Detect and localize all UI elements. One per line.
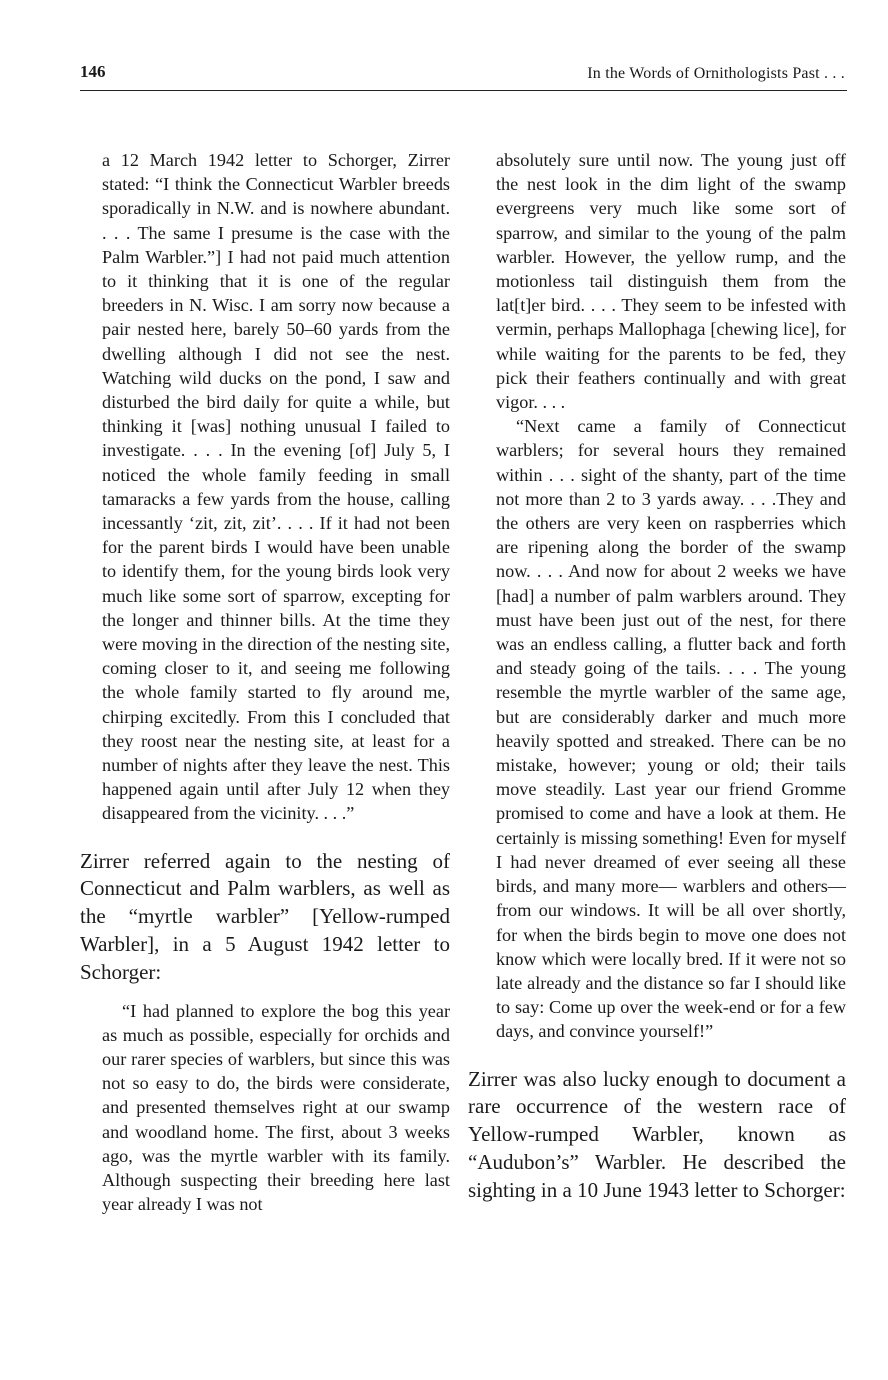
block-quote: “Next came a family of Connecticut warblers; for several hours they remained within . . . sight of the shanty, part of the time not more than 2 to 3 yards away. . . .They and the others are very keen on raspberries which are ripening along the border of the swamp now. . . . And now for about 2 weeks we have [had] a number of palm warblers around. They must have been just out of the nest, for there was an endless calling, a flutter back and forth and steady going of the tails. . . . The young resemble the myrtle warbler of the same age, but are considerably darker and much more heavily spotted and streaked. There can be no mistake, however; young or old; their tails move steadily. Last year our friend Gromme promised to come and have a look at them. He certainly is missing something! Even for myself I had never dreamed of ever seeing all these birds, and many more— warblers and others— from our windows. It will be all over shortly, for when the birds begin to move one does not know which were locally bred. If it were not so late already and the distance so far I should like to say: Come up over the week-end or for a few days, and convince yourself!”	[496, 416, 846, 1042]
page-number: 146	[80, 62, 106, 81]
left-column	[80, 148, 450, 1217]
running-head: In the Words of Ornithologists Past . . .	[587, 65, 845, 82]
body-paragraph: Zirrer was also lucky enough to document a rare occurrence of the western race of Yellow-rumped Warbler, known as “Audubon’s” Warbler. He described the sighting in a 10 June 1943 letter to Schorger:	[468, 1066, 846, 1202]
right-column	[468, 148, 846, 1205]
block-quote-continued: a 12 March 1942 letter to Schorger, Zirrer stated: “I think the Connecticut Warbler breeds sporadically in N.W. and is nowhere abundant. . . . The same I presume is the case with the Palm Warbler.”] I had not paid much attention to it thinking that it is one of the regular breeders in N. Wisc. I am sorry now because a pair nested here, barely 50–60 yards from the dwelling although I did not see the nest. Watching wild ducks on the pond, I saw and disturbed the bird daily for quite a while, but thinking it [was] nothing unusual I failed to investigate. . . . In the evening [of] July 5, I noticed the whole family feeding in small tamaracks a few yards from the house, calling incessantly ‘zit, zit, zit’. . . . If it had not been for the parent birds I would have been unable to identify them, for the young birds look very much like some sort of sparrow, excepting for the longer and thinner bills. At the time they were moving in the direction of the nesting site, coming closer to it, and seeing me following the whole family started to fly around me, chirping excitedly. From this I concluded that they roost near the nesting site, at least for a number of nights after they leave the nest. This happened again until after July 12 when they disappeared from the vicinity. . . .”	[102, 150, 451, 824]
page-header	[80, 60, 847, 91]
body-paragraph: Zirrer referred again to the nesting of Connecticut and Palm warblers, as well as the “myrtle warbler” [Yellow-rumped Warbler], in a 5 August 1942 letter to Schorger:	[80, 848, 450, 984]
block-quote-continued: absolutely sure until now. The young just off the nest look in the dim light of the swamp evergreens very much like some sort of sparrow, and similar to the young of the palm warbler. However, the yellow rump, and the motionless tail distinguish them from the lat[t]er bird. . . . They seem to be infested with vermin, perhaps Mallophaga [chewing lice], for while waiting for the parents to be fed, they pick their feathers continually and with great vigor. . . .	[496, 150, 846, 413]
block-quote: “I had planned to explore the bog this year as much as possible, especially for orchids and our rarer species of warblers, but since this was not so easy to do, the birds were considerate, and presented themselves right at our swamp and woodland home. The first, about 3 weeks ago, was the myrtle warbler with its family. Although suspecting their breeding here last year already I was not	[102, 1000, 450, 1215]
